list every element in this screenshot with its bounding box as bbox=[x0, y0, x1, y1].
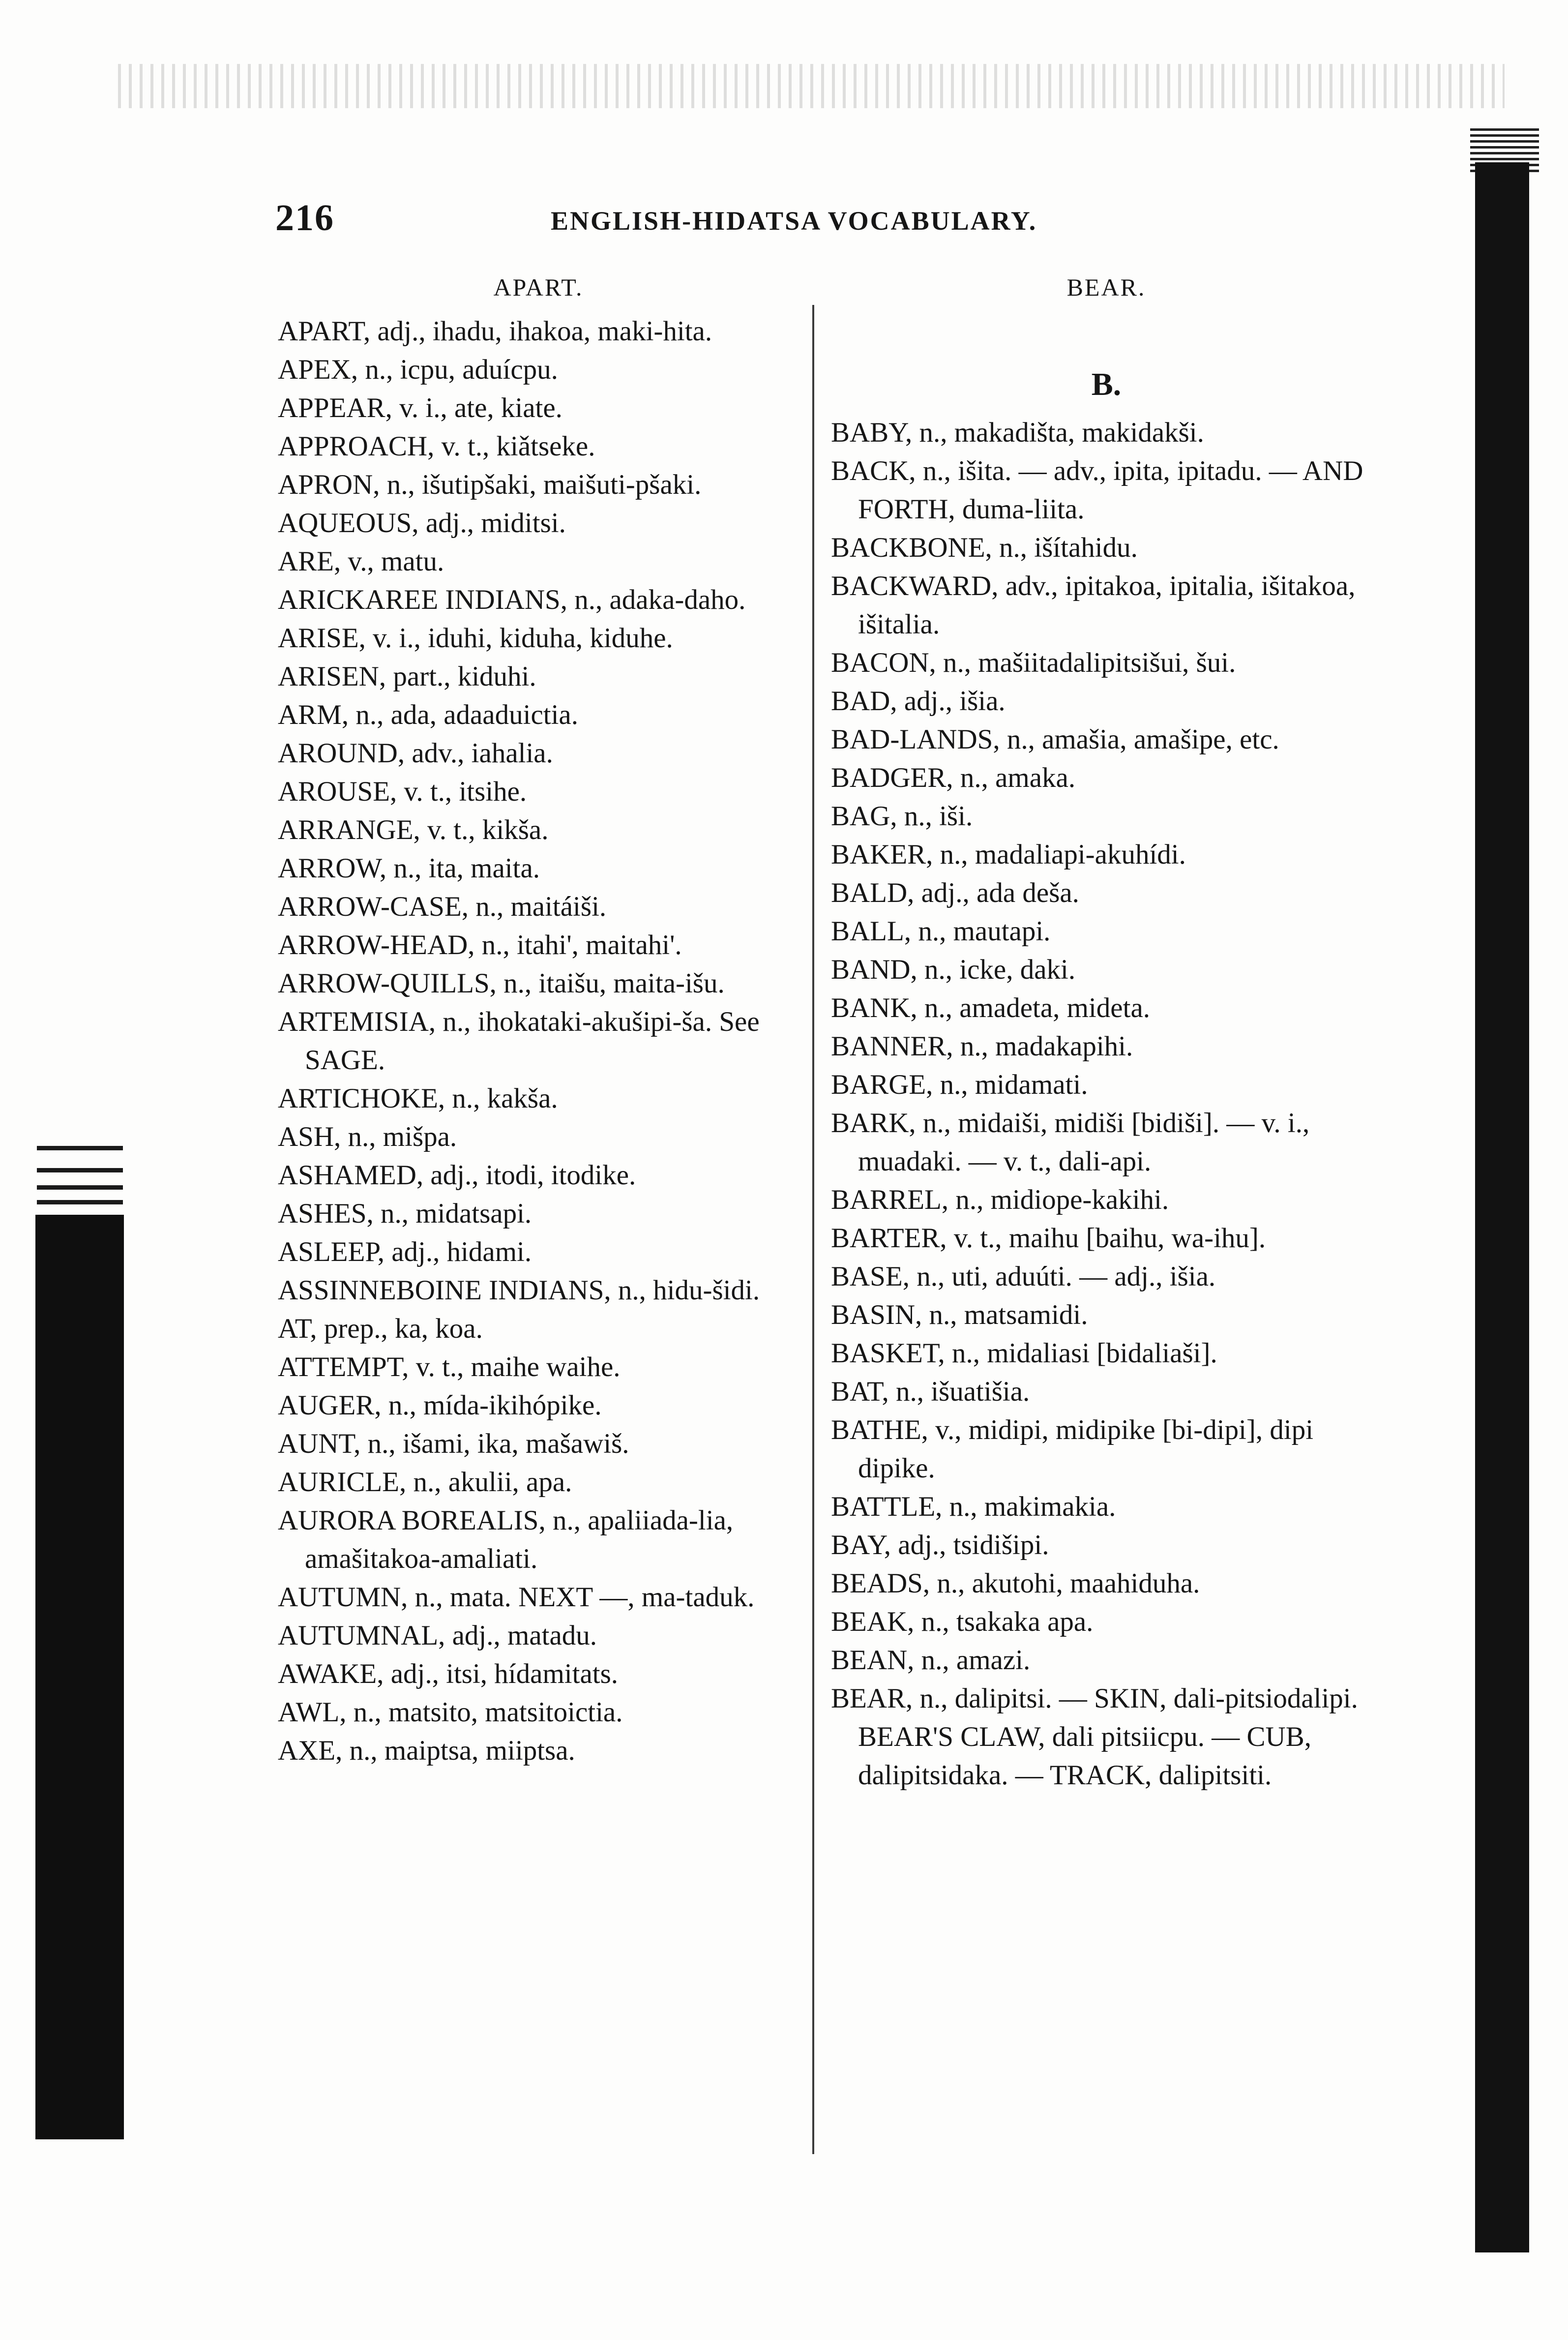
dictionary-entry: BEAN, n., amazi. bbox=[831, 1645, 1031, 1676]
dictionary-entry: ARICKAREE INDIANS, n., adaka-daho. bbox=[278, 584, 746, 615]
dictionary-entry: ARRANGE, v. t., kikša. bbox=[278, 814, 549, 845]
dictionary-entry: BEAR, n., dalipitsi. — SKIN, dali-pitsiodalipi. BEAR'S CLAW, dali pitsiicpu. — CUB, dalipitsidaka. — TRACK, dalipitsiti. bbox=[831, 1683, 1358, 1791]
dictionary-entry: ATTEMPT, v. t., maihe waihe. bbox=[278, 1351, 621, 1382]
dictionary-entry: APPROACH, v. t., kiǎtseke. bbox=[278, 431, 595, 462]
dictionary-entry: BARTER, v. t., maihu [baihu, wa-ihu]. bbox=[831, 1223, 1266, 1254]
dictionary-entry: AROUSE, v. t., itsihe. bbox=[278, 776, 527, 807]
dictionary-entry: BACKBONE, n., išítahidu. bbox=[831, 532, 1138, 563]
dictionary-entry: ASHES, n., midatsapi. bbox=[278, 1198, 532, 1229]
dictionary-entry: APEX, n., icpu, aduícpu. bbox=[278, 354, 558, 385]
left-margin-tick bbox=[37, 1185, 123, 1190]
dictionary-entry: BALD, adj., ada deša. bbox=[831, 877, 1079, 908]
dictionary-entry: BATHE, v., midipi, midipike [bi-dipi], dipi dipike. bbox=[831, 1414, 1314, 1484]
left-margin-tick bbox=[37, 1168, 123, 1172]
dictionary-entry: AURORA BOREALIS, n., apaliiada-lia, amašitakoa-amaliati. bbox=[278, 1505, 734, 1574]
dictionary-entry: AURICLE, n., akulii, apa. bbox=[278, 1467, 572, 1498]
dictionary-entry: AUGER, n., mída-ikihópike. bbox=[278, 1390, 602, 1421]
book-binding-shadow bbox=[1475, 162, 1529, 2252]
scan-top-edge-noise bbox=[118, 64, 1505, 108]
dictionary-entry: APPEAR, v. i., ate, kiate. bbox=[278, 392, 562, 423]
dictionary-entry: BACK, n., išita. — adv., ipita, ipitadu. — AND FORTH, duma-liita. bbox=[831, 455, 1363, 525]
dictionary-entry: BABY, n., makadišta, makidakši. bbox=[831, 417, 1204, 448]
running-title: ENGLISH-HIDATSA VOCABULARY. bbox=[551, 206, 1037, 236]
dictionary-entry: AROUND, adv., iahalia. bbox=[278, 738, 553, 769]
dictionary-entry: AXE, n., maiptsa, miiptsa. bbox=[278, 1735, 575, 1766]
dictionary-entry: ASHAMED, adj., itodi, itodike. bbox=[278, 1160, 636, 1191]
column-divider bbox=[812, 305, 814, 2154]
dictionary-entry: APART, adj., ihadu, ihakoa, maki-hita. bbox=[278, 316, 712, 347]
dictionary-entry: ARTICHOKE, n., kakša. bbox=[278, 1083, 558, 1114]
right-column bbox=[831, 268, 1382, 1795]
dictionary-entry: AUNT, n., išami, ika, mašawiš. bbox=[278, 1428, 629, 1459]
dictionary-entry: BARK, n., midaiši, midiši [bidiši]. — v. i., muadaki. — v. t., dali-api. bbox=[831, 1108, 1310, 1177]
dictionary-entry: BATTLE, n., makimakia. bbox=[831, 1491, 1116, 1522]
dictionary-entry: ARROW-QUILLS, n., itaišu, maita-išu. bbox=[278, 968, 725, 999]
dictionary-entry: ARROW-HEAD, n., itahi', maitahi'. bbox=[278, 930, 682, 960]
dictionary-entry: ARTEMISIA, n., ihokataki-akušipi-ša. See SAGE. bbox=[278, 1006, 760, 1076]
dictionary-entry: ARROW, n., ita, maita. bbox=[278, 853, 540, 884]
dictionary-entry: BAKER, n., madaliapi-akuhídi. bbox=[831, 839, 1186, 870]
dictionary-entry: ARISEN, part., kiduhi. bbox=[278, 661, 536, 692]
dictionary-entry: ASH, n., mišpa. bbox=[278, 1121, 457, 1152]
dictionary-entry: AT, prep., ka, koa. bbox=[278, 1313, 483, 1344]
left-entry-list bbox=[278, 312, 799, 1770]
dictionary-entry: BANNER, n., madakapihi. bbox=[831, 1031, 1133, 1062]
dictionary-entry: APRON, n., išutipšaki, maišuti-pšaki. bbox=[278, 469, 702, 500]
dictionary-entry: BACKWARD, adv., ipitakoa, ipitalia, išitakoa, išitalia. bbox=[831, 570, 1356, 640]
dictionary-entry: BAD, adj., išia. bbox=[831, 686, 1006, 717]
right-entry-list bbox=[831, 414, 1382, 1795]
dictionary-entry: BAND, n., icke, daki. bbox=[831, 954, 1076, 985]
dictionary-entry: AQUEOUS, adj., miditsi. bbox=[278, 508, 566, 539]
page-number: 216 bbox=[275, 197, 334, 239]
dictionary-entry: BASE, n., uti, aduúti. — adj., išia. bbox=[831, 1261, 1216, 1292]
dictionary-entry: BAY, adj., tsidišipi. bbox=[831, 1530, 1049, 1560]
dictionary-entry: AUTUMNAL, adj., matadu. bbox=[278, 1620, 597, 1651]
dictionary-entry: BARGE, n., midamati. bbox=[831, 1069, 1088, 1100]
dictionary-entry: BAD-LANDS, n., amašia, amašipe, etc. bbox=[831, 724, 1279, 755]
left-margin-tick bbox=[37, 1146, 123, 1150]
dictionary-entry: BAG, n., iši. bbox=[831, 801, 973, 832]
left-scan-margin-bar bbox=[35, 1215, 124, 2139]
dictionary-entry: ARM, n., ada, adaaduictia. bbox=[278, 699, 578, 730]
section-letter-heading: B. bbox=[1091, 366, 1122, 402]
dictionary-entry: BANK, n., amadeta, mideta. bbox=[831, 992, 1150, 1023]
dictionary-entry: AUTUMN, n., mata. NEXT —, ma-taduk. bbox=[278, 1582, 755, 1613]
dictionary-entry: BADGER, n., amaka. bbox=[831, 762, 1076, 793]
dictionary-entry: AWL, n., matsito, matsitoictia. bbox=[278, 1697, 623, 1728]
dictionary-entry: BACON, n., mašiitadalipitsišui, šui. bbox=[831, 647, 1236, 678]
dictionary-entry: ARE, v., matu. bbox=[278, 546, 444, 577]
dictionary-entry: ARISE, v. i., iduhi, kiduha, kiduhe. bbox=[278, 623, 673, 654]
dictionary-entry: BEAK, n., tsakaka apa. bbox=[831, 1606, 1094, 1637]
dictionary-entry: BEADS, n., akutohi, maahiduha. bbox=[831, 1568, 1200, 1599]
left-margin-tick bbox=[37, 1200, 123, 1204]
left-guide-word: APART. bbox=[493, 273, 584, 301]
dictionary-entry: BAT, n., išuatišia. bbox=[831, 1376, 1030, 1407]
dictionary-entry: BARREL, n., midiope-kakihi. bbox=[831, 1184, 1169, 1215]
dictionary-entry: ASSINNEBOINE INDIANS, n., hidu-šidi. bbox=[278, 1275, 760, 1306]
dictionary-entry: BALL, n., mautapi. bbox=[831, 916, 1051, 947]
right-guide-word: BEAR. bbox=[1066, 273, 1146, 301]
dictionary-entry: ASLEEP, adj., hidami. bbox=[278, 1236, 532, 1267]
running-head bbox=[275, 197, 1357, 251]
dictionary-entry: ARROW-CASE, n., maitáiši. bbox=[278, 891, 607, 922]
dictionary-entry: BASKET, n., midaliasi [bidaliaši]. bbox=[831, 1338, 1217, 1369]
dictionary-entry: AWAKE, adj., itsi, hídamitats. bbox=[278, 1658, 619, 1689]
left-column bbox=[278, 268, 799, 1770]
dictionary-entry: BASIN, n., matsamidi. bbox=[831, 1299, 1088, 1330]
